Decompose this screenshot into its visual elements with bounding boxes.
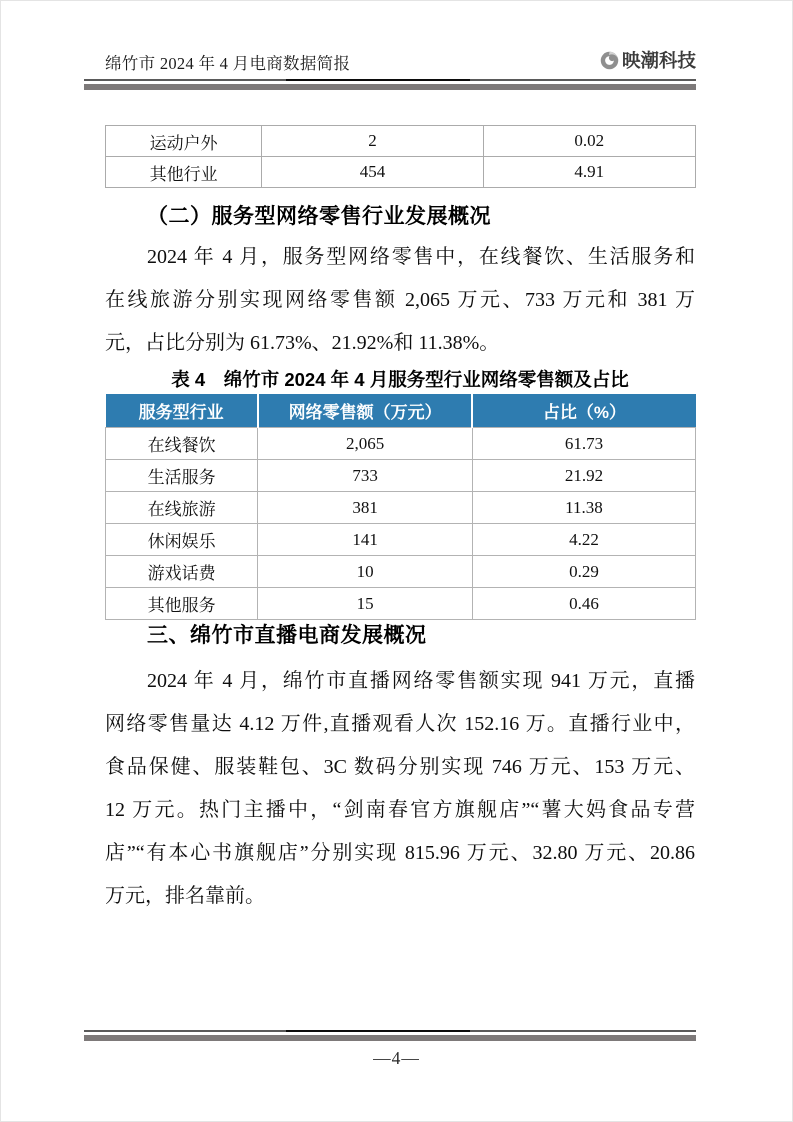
industry-cell: 其他行业 bbox=[106, 157, 262, 188]
industry-cell: 在线旅游 bbox=[106, 492, 258, 524]
share-cell: 21.92 bbox=[472, 460, 695, 492]
share-cell: 61.73 bbox=[472, 428, 695, 460]
column-header: 服务型行业 bbox=[106, 394, 258, 428]
column-header: 占比（%） bbox=[472, 394, 695, 428]
table4-caption: 表 4 绵竹市 2024 年 4 月服务型行业网络零售额及占比 bbox=[171, 369, 629, 390]
page-number: —4— bbox=[373, 1048, 420, 1068]
service-industry-table bbox=[105, 394, 696, 620]
share-cell: 0.46 bbox=[472, 588, 695, 620]
value-cell: 15 bbox=[258, 588, 473, 620]
section2-heading: （二）服务型网络零售行业发展概况 bbox=[147, 205, 491, 228]
column-header: 网络零售额（万元） bbox=[258, 394, 473, 428]
paragraph-line: 食品保健、服装鞋包、3C 数码分别实现 746 万元、153 万元、 bbox=[105, 756, 695, 778]
value-cell: 2,065 bbox=[258, 428, 473, 460]
value-cell: 2 bbox=[262, 126, 483, 157]
paragraph-line: 网络零售量达 4.12 万件,直播观看人次 152.16 万。直播行业中， bbox=[105, 713, 695, 735]
industry-cell: 在线餐饮 bbox=[106, 428, 258, 460]
share-cell: 11.38 bbox=[472, 492, 695, 524]
share-cell: 4.91 bbox=[483, 157, 695, 188]
table-row bbox=[106, 157, 696, 188]
brand-name: 映潮科技 bbox=[621, 52, 696, 72]
footer-rule-thin bbox=[84, 1030, 696, 1032]
table-row bbox=[106, 556, 696, 588]
section3-heading: 三、绵竹市直播电商发展概况 bbox=[147, 624, 427, 647]
paragraph-line: 在线旅游分别实现网络零售额 2,065 万元、733 万元和 381 万 bbox=[105, 289, 695, 311]
header-title: 绵竹市 2024 年 4 月电商数据简报 bbox=[105, 54, 351, 73]
industry-cell: 游戏话费 bbox=[106, 556, 258, 588]
industry-cell: 休闲娱乐 bbox=[106, 524, 258, 556]
paragraph-line: 2024 年 4 月，绵竹市直播网络零售额实现 941 万元，直播 bbox=[147, 670, 695, 692]
table-row bbox=[106, 588, 696, 620]
value-cell: 141 bbox=[258, 524, 473, 556]
section2-paragraph bbox=[105, 236, 695, 365]
share-cell: 0.29 bbox=[472, 556, 695, 588]
paragraph-line: 2024 年 4 月，服务型网络零售中，在线餐饮、生活服务和 bbox=[147, 246, 695, 268]
value-cell: 10 bbox=[258, 556, 473, 588]
table-row bbox=[106, 126, 696, 157]
industry-cell: 生活服务 bbox=[106, 460, 258, 492]
table-row bbox=[106, 492, 696, 524]
value-cell: 733 bbox=[258, 460, 473, 492]
industry-cell: 其他服务 bbox=[106, 588, 258, 620]
header-rule-thick bbox=[84, 84, 696, 90]
paragraph-line: 12 万元。热门主播中，“剑南春官方旗舰店”“薯大妈食品专营 bbox=[105, 799, 695, 821]
table-row bbox=[106, 460, 696, 492]
value-cell: 381 bbox=[258, 492, 473, 524]
table-row bbox=[106, 524, 696, 556]
brand-logo-icon bbox=[599, 50, 620, 71]
footer-rule-thick bbox=[84, 1035, 696, 1041]
paragraph-line: 元，占比分别为 61.73%、21.92%和 11.38%。 bbox=[105, 332, 500, 354]
share-cell: 0.02 bbox=[483, 126, 695, 157]
share-cell: 4.22 bbox=[472, 524, 695, 556]
section3-paragraph bbox=[105, 660, 695, 918]
value-cell: 454 bbox=[262, 157, 483, 188]
goods-industry-table-continued bbox=[105, 125, 696, 188]
paragraph-line: 店”“有本心书旗舰店”分别实现 815.96 万元、32.80 万元、20.86 bbox=[105, 842, 695, 864]
industry-cell: 运动户外 bbox=[106, 126, 262, 157]
table-row bbox=[106, 428, 696, 460]
header-rule-thin bbox=[84, 79, 696, 81]
brand bbox=[599, 47, 696, 73]
table-header-row bbox=[106, 394, 696, 428]
paragraph-line: 万元，排名靠前。 bbox=[105, 885, 265, 907]
